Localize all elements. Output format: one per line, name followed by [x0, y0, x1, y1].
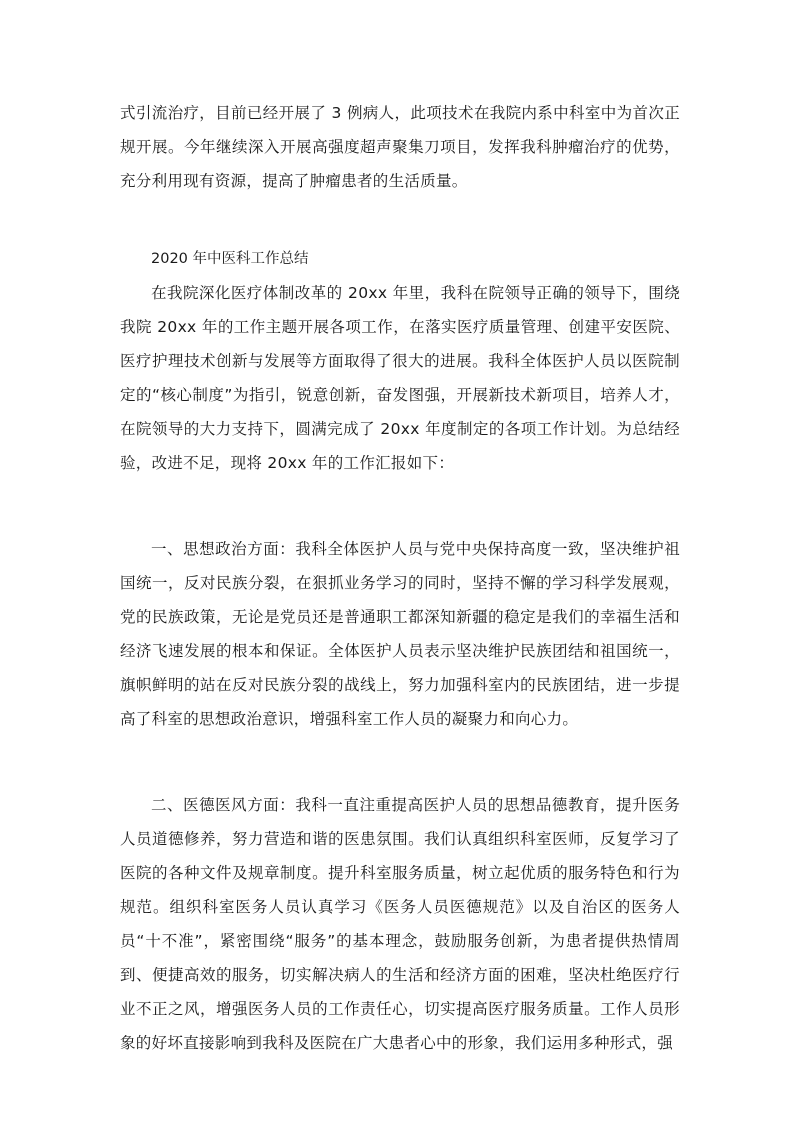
- summary-intro-paragraph: 在我院深化医疗体制改革的 20xx 年里，我科在院领导正确的领导下，围绕我院 20xx 年的工作主题开展各项工作，在落实医疗质量管理、创建平安医院、医疗护理技术创新与发展等方面取得了很大的进展。我科全体医护人员以医院制定的“核心制度”为指引，锐意创新，奋发图强，开展新技术新项目，培养人才，在院领导的大力支持下，圆满完成了 20xx 年度制定的各项工作计划。为总结经验，改进不足，现将 20xx 年的工作汇报如下：: [120, 284, 680, 472]
- medical-ethics-paragraph: 二、医德医风方面：我科一直注重提高医护人员的思想品德教育，提升医务人员道德修养，努力营造和谐的医患氛围。我们认真组织科室医师，反复学习了医院的各种文件及规章制度。提升科室服务质量，树立起优质的服务特色和行为规范。组织科室医务人员认真学习《医务人员医德规范》以及自治区的医务人员“十不准”，紧密围绕“服务”的基本理念，鼓励服务创新，为患者提供热情周到、便捷高效的服务，切实解决病人的生活和经济方面的困难，坚决杜绝医疗行业不正之风，增强医务人员的工作责任心，切实提高医疗服务质量。工作人员形象的好坏直接影响到我科及医院在广大患者心中的形象，我们运用多种形式，强: [120, 796, 680, 1052]
- document-page: [120, 96, 680, 1060]
- section-title: 2020 年中医科工作总结: [151, 251, 309, 267]
- political-thought-paragraph: 一、思想政治方面：我科全体医护人员与党中央保持高度一致，坚决维护祖国统一，反对民族分裂，在狠抓业务学习的同时，坚持不懈的学习科学发展观，党的民族政策，无论是党员还是普通职工都深知新疆的稳定是我们的幸福生活和经济飞速发展的根本和保证。全体医护人员表示坚决维护民族团结和祖国统一，旗帜鲜明的站在反对民族分裂的战线上，努力加强科室内的民族团结，进一步提高了科室的思想政治意识，增强科室工作人员的凝聚力和向心力。: [120, 540, 680, 728]
- intro-paragraph: 式引流治疗，目前已经开展了 3 例病人，此项技术在我院内系中科室中为首次正规开展。今年继续深入开展高强度超声聚集刀项目，发挥我科肿瘤治疗的优势，充分利用现有资源，提高了肿瘤患者的生活质量。: [120, 104, 680, 190]
